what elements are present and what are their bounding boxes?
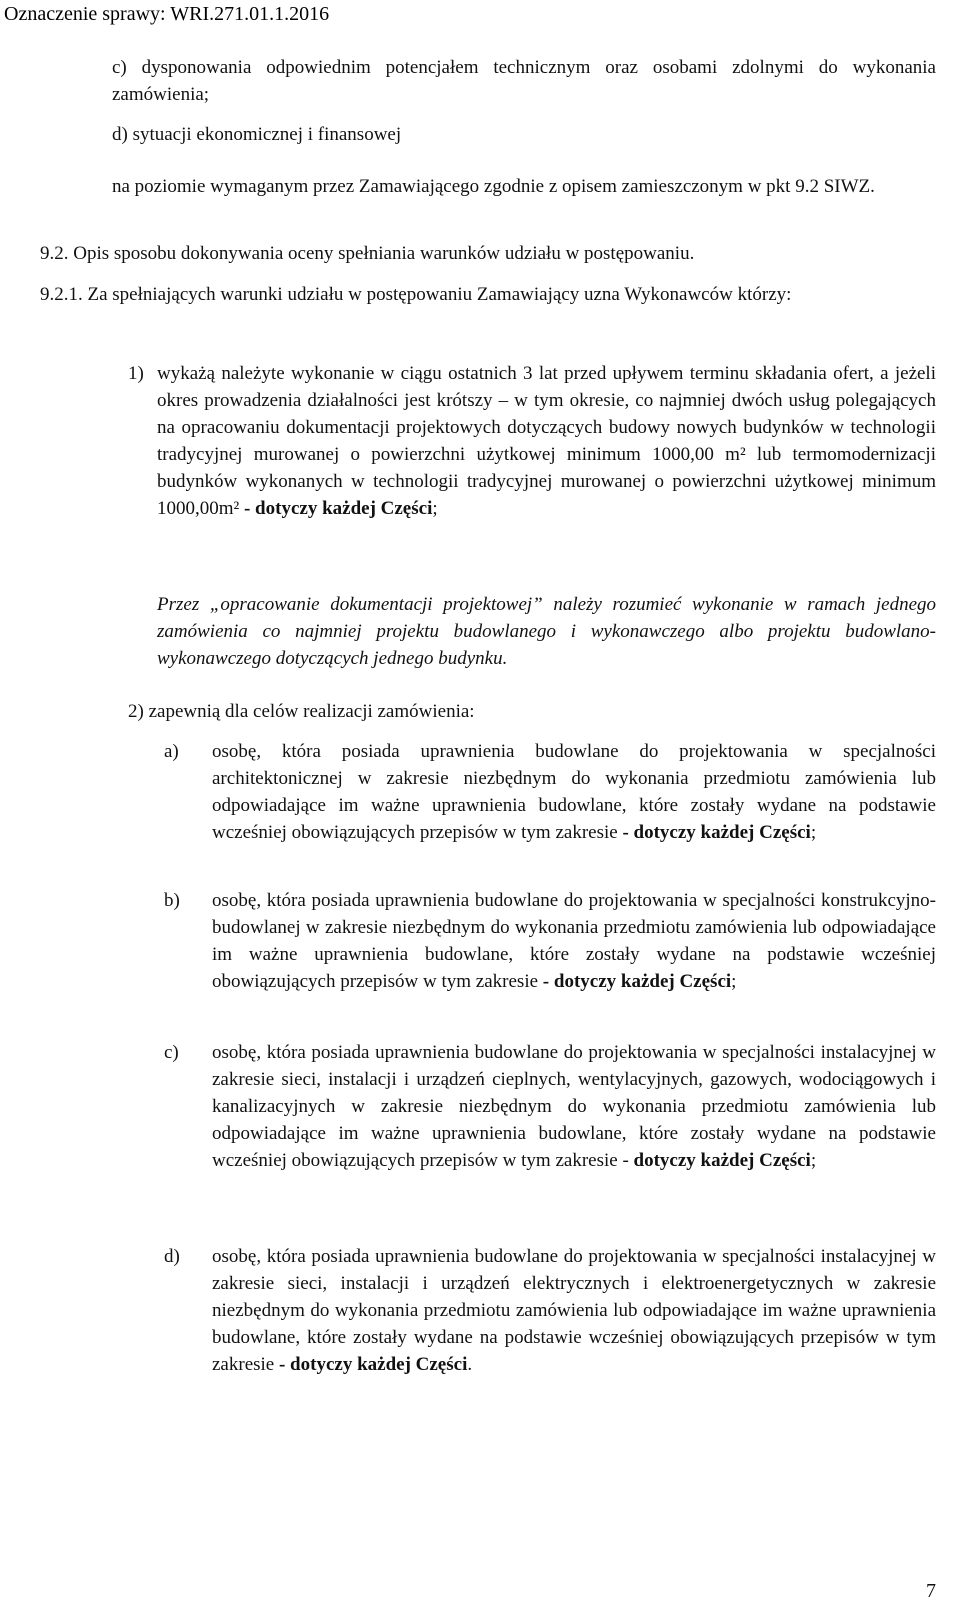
point-1-text [157,360,936,522]
sub-c-body: osobę, która posiada uprawnienia budowlane do projektowania w specjalności instalacyjnej w zakresie sieci, instalacji i urządzeń cieplnych, wentylacyjnych, gazowych, wodociągowych i kanalizacyjnych w zakresie niezbędnym do wykonania przedmiotu zamówienia lub odpowiadające im ważne uprawnienia budowlane, które zostały wydane na podstawie wcześniej obowiązujących przepisów w tym zakresie - [212,1042,936,1171]
italic-definition-note: Przez „opracowanie dokumentacji projektowej” należy rozumieć wykonanie w ramach jednego zamówienia co najmniej projektu budowlanego i wykonawczego albo projektu budowlano-wykonawczego dotyczących jednego budynku. [157,594,936,669]
sub-c-label: c) [164,1042,179,1063]
sub-d-body: osobę, która posiada uprawnienia budowlane do projektowania w specjalności instalacyjnej w zakresie sieci, instalacji i urządzeń elektrycznych i elektroenergetycznych w zakresie niezbędnym do wykonania przedmiotu zamówienia lub odpowiadające im ważne uprawnienia budowlane, które zostały wydane na podstawie wcześniej obowiązujących przepisów w tym zakresie [212,1246,936,1375]
sub-d-end: . [467,1354,473,1375]
sub-b-end: ; [731,971,737,992]
sub-b-text [212,887,936,995]
page-number: 7 [926,1580,936,1602]
sub-b-bold: - dotyczy każdej Części [542,971,732,992]
sub-c-text [212,1039,936,1174]
item-d-sytuacji: d) sytuacji ekonomicznej i finansowej [112,124,402,145]
section-9-2-1-text: 9.2.1. Za spełniających warunki udziału w postępowaniu Zamawiający uzna Wykonawców którzy: [40,284,792,305]
sub-d-label: d) [164,1246,180,1267]
section-9-2-heading: 9.2. Opis sposobu dokonywania oceny spełniania warunków udziału w postępowaniu. [40,243,695,264]
item-c-dysponowania: c) dysponowania odpowiednim potencjałem technicznym oraz osobami zdolnymi do wykonania zamówienia; [112,57,936,105]
level-requirement-text: na poziomie wymaganym przez Zamawiającego zgodnie z opisem zamieszczonym w pkt 9.2 SIWZ. [112,176,875,197]
point-2-text: 2) zapewnią dla celów realizacji zamówienia: [128,701,475,722]
sub-a-bold: - dotyczy każdej Części [622,822,811,843]
case-reference-header: Oznaczenie sprawy: WRI.271.01.1.2016 [4,3,330,25]
sub-b-label: b) [164,890,180,911]
sub-d-text [212,1243,936,1378]
point-1-bold: - dotyczy każdej Części [243,498,433,519]
sub-b-body: osobę, która posiada uprawnienia budowlane do projektowania w specjalności konstrukcyjno-budowlanej w zakresie niezbędnym do wykonania przedmiotu zamówienia lub odpowiadające im ważne uprawnienia budowlane, które zostały wydane na podstawie wcześniej obowiązujących przepisów w tym zakresie [212,890,936,992]
point-1-number: 1) [128,363,144,384]
sub-c-bold: dotyczy każdej Części [633,1150,811,1171]
sub-a-label: a) [164,741,179,762]
sub-a-body: osobę, która posiada uprawnienia budowlane do projektowania w specjalności architektonicznej w zakresie niezbędnym do wykonania przedmiotu zamówienia lub odpowiadające im ważne uprawnienia budowlane, które zostały wydane na podstawie wcześniej obowiązujących przepisów w tym zakresie [212,741,936,843]
sub-a-text [212,738,936,846]
sub-c-end: ; [810,1150,817,1171]
sub-d-bold: - dotyczy każdej Części [278,1354,468,1375]
point-1-body: wykażą należyte wykonanie w ciągu ostatnich 3 lat przed upływem terminu składania ofert, a jeżeli okres prowadzenia działalności jest krótszy – w tym okresie, co najmniej dwóch usług polegających na opracowaniu dokumentacji projektowych dotyczących budowy nowych budynków w technologii tradycyjnej murowanej o powierzchni użytkowej minimum 1000,00 m² lub termomodernizacji budynków wykonanych w technologii tradycyjnej murowanej o powierzchni użytkowej minimum 1000,00m² [157,363,936,519]
point-1-end: ; [432,498,438,519]
section-9-2-1-heading [40,281,936,308]
sub-a-end: ; [810,822,817,843]
